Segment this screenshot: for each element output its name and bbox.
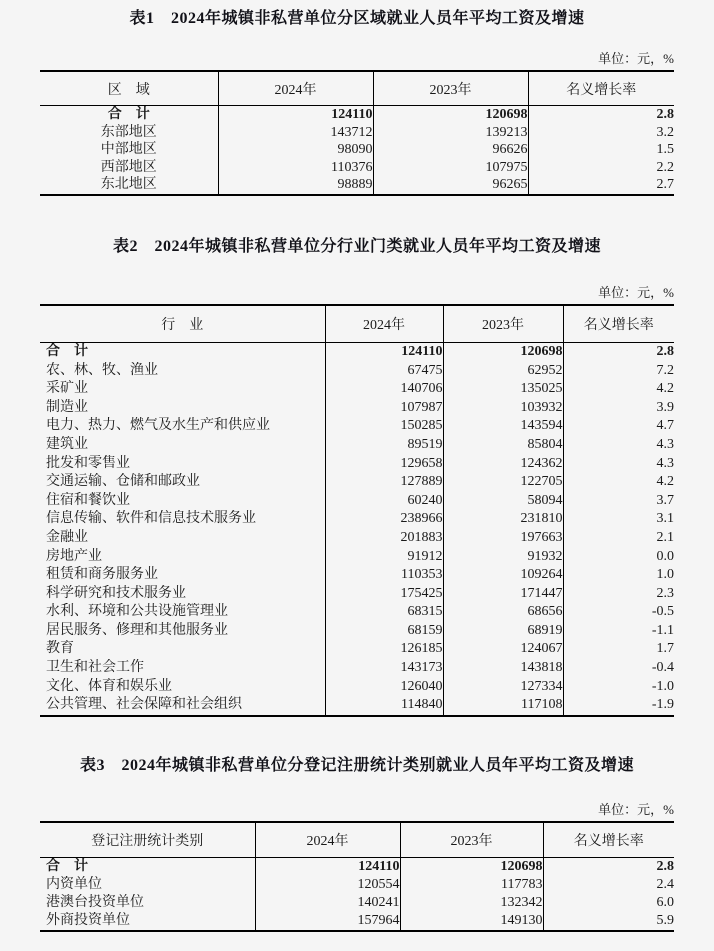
row-label: 文化、体育和娱乐业 — [46, 678, 172, 694]
column-header: 区 域 — [40, 71, 218, 106]
table2-title: 表2 2024年城镇非私营单位分行业门类就业人员年平均工资及增速 — [112, 237, 601, 255]
value-cell: 91932 — [443, 548, 563, 567]
value-cell: -1.9 — [563, 696, 674, 716]
value-cell: 109264 — [443, 566, 563, 585]
table-row — [40, 548, 674, 567]
value-cell: 89519 — [325, 436, 443, 455]
row-label: 卫生和社会工作 — [46, 660, 144, 676]
table-row — [40, 894, 674, 912]
value-cell: 231810 — [443, 510, 563, 529]
value-cell: 2.7 — [528, 176, 674, 195]
row-label: 合 计 — [46, 858, 88, 874]
value-cell: -1.0 — [563, 678, 674, 697]
table-row — [40, 585, 674, 604]
table1-section — [0, 0, 714, 196]
value-cell: 120698 — [373, 106, 528, 124]
value-cell: 114840 — [325, 696, 443, 716]
value-cell: 120698 — [400, 857, 543, 876]
value-cell: 4.7 — [563, 417, 674, 436]
table-row — [40, 417, 674, 436]
row-label: 制造业 — [46, 399, 88, 415]
table-row — [40, 510, 674, 529]
value-cell: 124362 — [443, 455, 563, 474]
value-cell: 85804 — [443, 436, 563, 455]
table2-section — [0, 236, 714, 717]
table-row — [40, 912, 674, 931]
value-cell: 149130 — [400, 912, 543, 931]
value-cell: 4.3 — [563, 436, 674, 455]
value-cell: -0.5 — [563, 603, 674, 622]
table-row — [40, 399, 674, 418]
value-cell: 124110 — [255, 857, 400, 876]
row-label: 东北地区 — [100, 177, 157, 193]
table-row — [40, 362, 674, 381]
value-cell: 68159 — [325, 622, 443, 641]
row-label: 建筑业 — [46, 436, 88, 452]
value-cell: 124110 — [218, 106, 373, 124]
region-wage-table — [40, 70, 674, 196]
value-cell: 171447 — [443, 585, 563, 604]
row-label: 港澳台投资单位 — [46, 894, 144, 910]
table-row — [40, 622, 674, 641]
table1-title: 表1 2024年城镇非私营单位分区域就业人员年平均工资及增速 — [129, 10, 585, 27]
row-label: 居民服务、修理和其他服务业 — [46, 622, 228, 638]
value-cell: 143594 — [443, 417, 563, 436]
value-cell: 140706 — [325, 380, 443, 399]
value-cell: 4.3 — [563, 455, 674, 474]
table-row — [40, 696, 674, 716]
value-cell: -0.4 — [563, 659, 674, 678]
row-label: 批发和零售业 — [46, 455, 130, 471]
value-cell: 140241 — [255, 894, 400, 912]
value-cell: 98090 — [218, 141, 373, 159]
table-row — [40, 857, 674, 876]
column-header: 名义增长率 — [563, 305, 674, 343]
table-row — [40, 436, 674, 455]
value-cell: 127334 — [443, 678, 563, 697]
value-cell: 238966 — [325, 510, 443, 529]
table2-unit-note: 单位：元，% — [598, 284, 674, 300]
value-cell: 3.9 — [563, 399, 674, 418]
header-row — [40, 305, 674, 343]
value-cell: 143818 — [443, 659, 563, 678]
row-label: 外商投资单位 — [46, 912, 130, 928]
value-cell: 2.2 — [528, 159, 674, 177]
table-row — [40, 678, 674, 697]
row-label: 房地产业 — [46, 548, 102, 564]
table-row — [40, 659, 674, 678]
row-label: 合 计 — [46, 343, 88, 359]
row-label: 租赁和商务服务业 — [46, 567, 158, 583]
table-row — [40, 566, 674, 585]
value-cell: 143712 — [218, 124, 373, 142]
value-cell: 1.5 — [528, 141, 674, 159]
row-label: 交通运输、仓储和邮政业 — [46, 474, 200, 490]
row-label: 内资单位 — [46, 876, 102, 892]
header-row — [40, 822, 674, 858]
value-cell: 2.8 — [543, 857, 674, 876]
value-cell: 68315 — [325, 603, 443, 622]
row-label: 科学研究和技术服务业 — [46, 585, 186, 601]
table1-unit-note: 单位：元，% — [598, 51, 674, 66]
column-header: 2023年 — [400, 822, 543, 858]
row-label: 西部地区 — [100, 159, 157, 175]
table-row — [40, 640, 674, 659]
value-cell: 98889 — [218, 176, 373, 195]
value-cell: -1.1 — [563, 622, 674, 641]
value-cell: 2.1 — [563, 529, 674, 548]
table-row — [40, 176, 674, 195]
row-label: 农、林、牧、渔业 — [46, 362, 158, 378]
table-row — [40, 342, 674, 361]
column-header: 2024年 — [255, 822, 400, 858]
table3-unit-note: 单位：元，% — [598, 801, 674, 817]
table-row — [40, 455, 674, 474]
value-cell: 135025 — [443, 380, 563, 399]
column-header: 行 业 — [40, 305, 325, 343]
value-cell: 122705 — [443, 473, 563, 492]
value-cell: 126185 — [325, 640, 443, 659]
value-cell: 67475 — [325, 362, 443, 381]
table-row — [40, 473, 674, 492]
row-label: 电力、热力、燃气及水生产和供应业 — [46, 418, 270, 434]
value-cell: 124067 — [443, 640, 563, 659]
value-cell: 117108 — [443, 696, 563, 716]
value-cell: 7.2 — [563, 362, 674, 381]
value-cell: 68919 — [443, 622, 563, 641]
row-label: 水利、环境和公共设施管理业 — [46, 604, 228, 620]
value-cell: 96626 — [373, 141, 528, 159]
value-cell: 3.2 — [528, 124, 674, 142]
column-header: 2023年 — [443, 305, 563, 343]
row-label: 信息传输、软件和信息技术服务业 — [46, 511, 256, 527]
value-cell: 117783 — [400, 876, 543, 894]
value-cell: 91912 — [325, 548, 443, 567]
value-cell: 3.7 — [563, 492, 674, 511]
value-cell: 120554 — [255, 876, 400, 894]
value-cell: 124110 — [325, 342, 443, 361]
value-cell: 107975 — [373, 159, 528, 177]
value-cell: 3.1 — [563, 510, 674, 529]
value-cell: 120698 — [443, 342, 563, 361]
row-label: 公共管理、社会保障和社会组织 — [46, 697, 242, 713]
column-header: 2023年 — [373, 71, 528, 106]
value-cell: 2.8 — [563, 342, 674, 361]
column-header: 名义增长率 — [543, 822, 674, 858]
header-row — [40, 71, 674, 106]
table-row — [40, 492, 674, 511]
column-header: 2024年 — [218, 71, 373, 106]
value-cell: 150285 — [325, 417, 443, 436]
value-cell: 2.3 — [563, 585, 674, 604]
value-cell: 157964 — [255, 912, 400, 931]
value-cell: 60240 — [325, 492, 443, 511]
row-label: 住宿和餐饮业 — [46, 492, 130, 508]
row-label: 合 计 — [107, 107, 150, 122]
value-cell: 4.2 — [563, 380, 674, 399]
value-cell: 0.0 — [563, 548, 674, 567]
column-header: 名义增长率 — [528, 71, 674, 106]
row-label: 东部地区 — [100, 124, 157, 140]
value-cell: 58094 — [443, 492, 563, 511]
value-cell: 139213 — [373, 124, 528, 142]
value-cell: 103932 — [443, 399, 563, 418]
registration-type-wage-table — [40, 821, 674, 932]
value-cell: 62952 — [443, 362, 563, 381]
table-row — [40, 529, 674, 548]
value-cell: 6.0 — [543, 894, 674, 912]
value-cell: 96265 — [373, 176, 528, 195]
value-cell: 107987 — [325, 399, 443, 418]
value-cell: 110353 — [325, 566, 443, 585]
value-cell: 201883 — [325, 529, 443, 548]
table3-title: 表3 2024年城镇非私营单位分登记注册统计类别就业人员年平均工资及增速 — [79, 756, 634, 774]
table-row — [40, 159, 674, 177]
value-cell: 132342 — [400, 894, 543, 912]
value-cell: 129658 — [325, 455, 443, 474]
value-cell: 143173 — [325, 659, 443, 678]
table-row — [40, 380, 674, 399]
value-cell: 68656 — [443, 603, 563, 622]
value-cell: 5.9 — [543, 912, 674, 931]
value-cell: 127889 — [325, 473, 443, 492]
table-row — [40, 141, 674, 159]
industry-wage-table — [40, 304, 674, 717]
row-label: 金融业 — [46, 529, 88, 545]
value-cell: 126040 — [325, 678, 443, 697]
value-cell: 110376 — [218, 159, 373, 177]
table-row — [40, 124, 674, 142]
row-label: 教育 — [46, 641, 74, 657]
table-row — [40, 876, 674, 894]
value-cell: 4.2 — [563, 473, 674, 492]
column-header: 2024年 — [325, 305, 443, 343]
row-label: 中部地区 — [100, 142, 157, 158]
table-row — [40, 603, 674, 622]
value-cell: 1.7 — [563, 640, 674, 659]
table3-section — [0, 755, 714, 932]
value-cell: 2.8 — [528, 106, 674, 124]
column-header: 登记注册统计类别 — [40, 822, 255, 858]
value-cell: 197663 — [443, 529, 563, 548]
row-label: 采矿业 — [46, 381, 88, 397]
value-cell: 175425 — [325, 585, 443, 604]
value-cell: 1.0 — [563, 566, 674, 585]
table-row — [40, 106, 674, 124]
value-cell: 2.4 — [543, 876, 674, 894]
